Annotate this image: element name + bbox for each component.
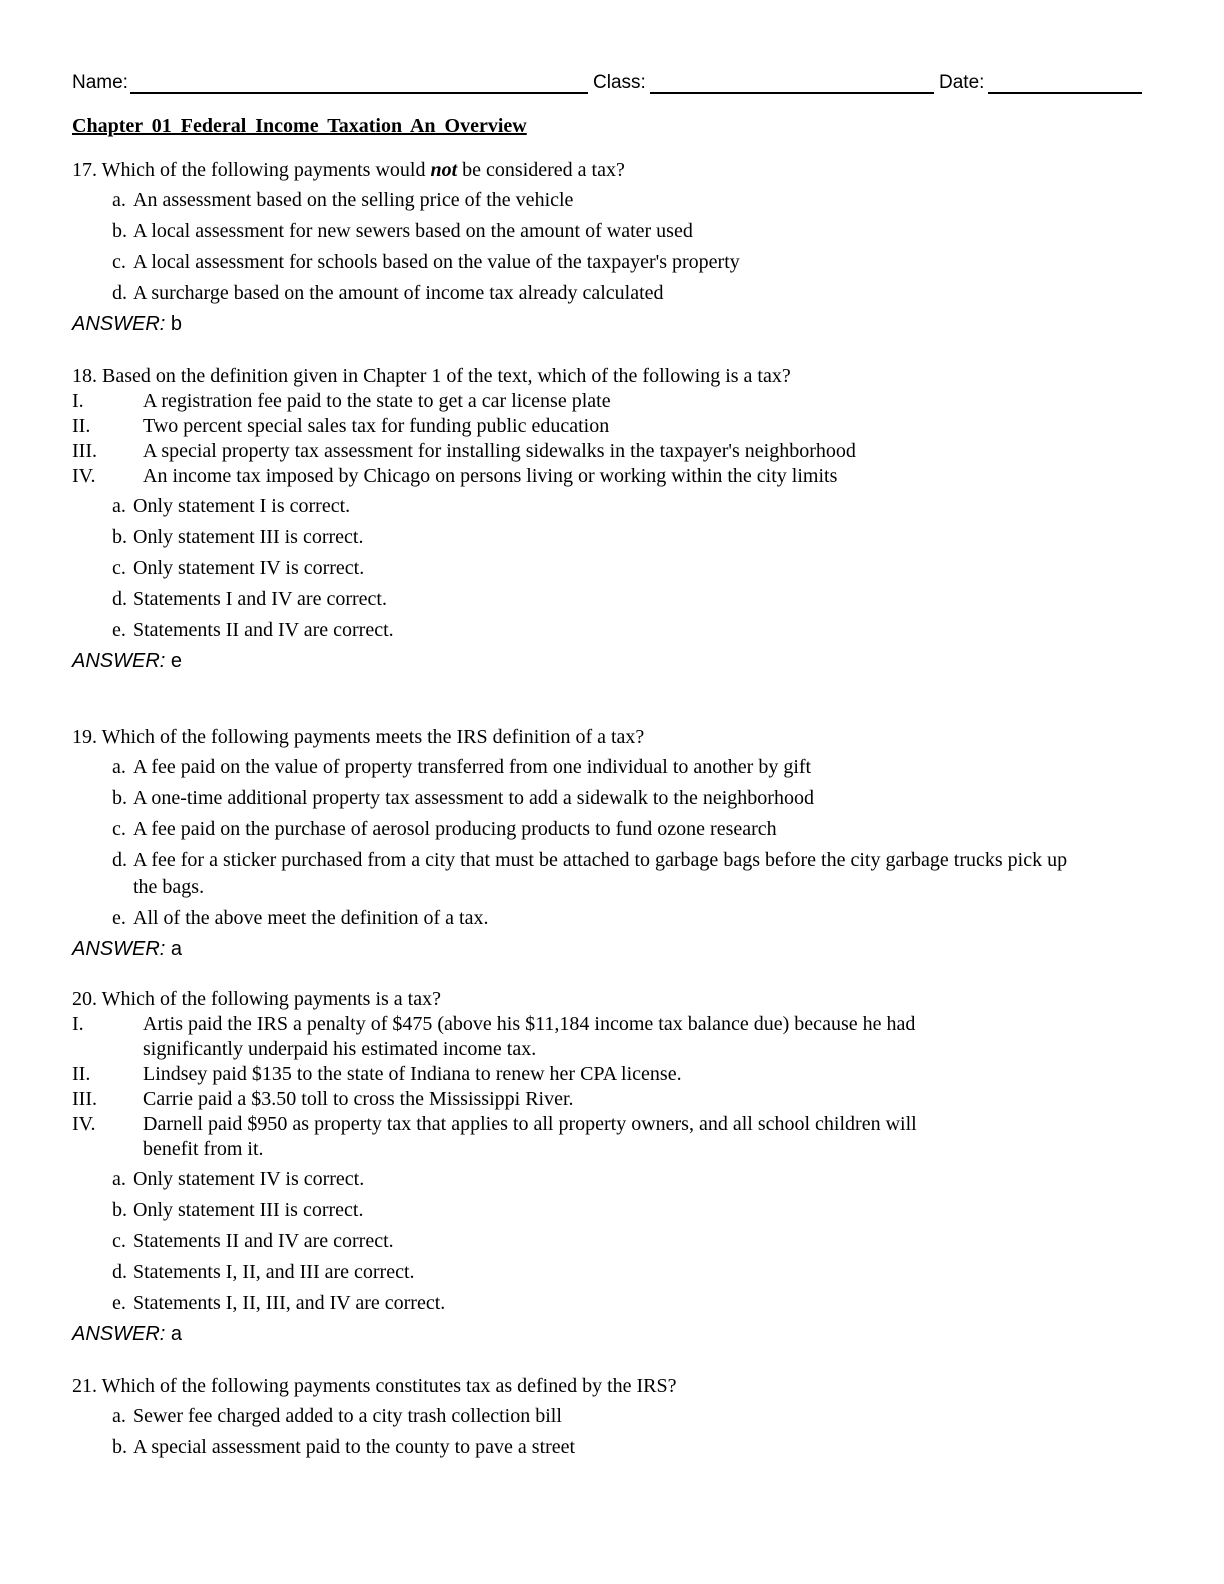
statement-text: Two percent special sales tax for funding public education (143, 415, 610, 437)
option (72, 249, 1152, 276)
statement-number: IV. (72, 465, 96, 487)
option-letter: e. (112, 619, 126, 641)
stem-emphasis: not (430, 159, 458, 181)
option-text: Statements I and IV are correct. (133, 588, 387, 610)
option (72, 617, 1152, 644)
option (72, 555, 1152, 582)
option-letter: d. (112, 282, 127, 304)
answer-options (72, 1403, 1152, 1461)
option (72, 493, 1152, 520)
option (72, 1434, 1152, 1461)
option (72, 1228, 1152, 1255)
name-label: Name: (72, 72, 128, 93)
option-letter: a. (112, 495, 126, 517)
option-text: A surcharge based on the amount of income tax already calculated (133, 282, 664, 304)
option-letter: a. (112, 1168, 126, 1190)
answer-value: a (170, 938, 183, 960)
option-text: Only statement I is correct. (133, 495, 351, 517)
option-text: A local assessment for schools based on the value of the taxpayer's property (133, 251, 740, 273)
option (72, 524, 1152, 551)
option (72, 280, 1152, 307)
answer-key (72, 936, 1152, 962)
option (72, 187, 1152, 214)
option-text: Only statement III is correct. (133, 526, 364, 548)
worksheet-header (72, 70, 1144, 96)
option-letter: a. (112, 1405, 126, 1427)
option (72, 816, 1152, 843)
option-text: A fee for a sticker purchased from a city that must be attached to garbage bags before the city garbage trucks pick up the bags. (133, 849, 1068, 898)
option-text: Only statement III is correct. (133, 1199, 364, 1221)
option-text: A local assessment for new sewers based on the amount of water used (133, 220, 693, 242)
option-letter: b. (112, 526, 127, 548)
statement-text: An income tax imposed by Chicago on persons living or working within the city limits (143, 465, 838, 487)
stem-text: 17. Which of the following payments would (72, 159, 431, 181)
question-stem: 20. Which of the following payments is a tax? (72, 988, 441, 1010)
option (72, 586, 1152, 613)
question-stem: 18. Based on the definition given in Chapter 1 of the text, which of the following is a tax? (72, 365, 791, 387)
answer-value: b (170, 313, 183, 335)
option (72, 1403, 1152, 1430)
class-label: Class: (593, 72, 646, 93)
option-text: Statements I, II, and III are correct. (133, 1261, 415, 1283)
option-letter: c. (112, 251, 126, 273)
option-text: Statements I, II, III, and IV are correct. (133, 1292, 446, 1314)
statement-text: Carrie paid a $3.50 toll to cross the Mississippi River. (143, 1088, 574, 1110)
option-letter: e. (112, 907, 126, 929)
answer-label: ANSWER: (72, 650, 166, 672)
statement (72, 464, 1043, 489)
class-blank-line (650, 92, 934, 94)
statement (72, 1012, 923, 1062)
stem-text: be considered a tax? (457, 159, 625, 181)
statement (72, 1112, 943, 1162)
statement-number: III. (72, 440, 97, 462)
option (72, 847, 1093, 901)
option-text: A fee paid on the value of property transferred from one individual to another by gift (133, 756, 812, 778)
answer-key (72, 1321, 1152, 1347)
option-text: Statements II and IV are correct. (133, 619, 394, 641)
chapter-title: Chapter 01 Federal Income Taxation An Overview (72, 115, 527, 137)
statement-number: I. (72, 390, 84, 412)
option-text: A special assessment paid to the county to pave a street (133, 1436, 576, 1458)
option-text: All of the above meet the definition of a tax. (133, 907, 489, 929)
option-text: An assessment based on the selling price of the vehicle (133, 189, 574, 211)
question-18 (72, 364, 1152, 674)
option-letter: b. (112, 1199, 127, 1221)
statement-text: Lindsey paid $135 to the state of Indiana to renew her CPA license. (143, 1063, 682, 1085)
option-letter: e. (112, 1292, 126, 1314)
question-20 (72, 987, 1152, 1347)
option-letter: a. (112, 756, 126, 778)
date-label: Date: (939, 72, 985, 93)
statement (72, 389, 863, 414)
option-text: Sewer fee charged added to a city trash collection bill (133, 1405, 562, 1427)
answer-value: a (170, 1323, 183, 1345)
option-letter: b. (112, 787, 127, 809)
option-letter: d. (112, 849, 127, 871)
answer-label: ANSWER: (72, 313, 166, 335)
statement (72, 1087, 923, 1112)
option (72, 754, 1152, 781)
question-21 (72, 1374, 1152, 1465)
option-letter: d. (112, 1261, 127, 1283)
statement-number: III. (72, 1088, 97, 1110)
option-letter: b. (112, 1436, 127, 1458)
statement-number: IV. (72, 1113, 96, 1135)
option-letter: c. (112, 557, 126, 579)
statement-text: A registration fee paid to the state to get a car license plate (143, 390, 611, 412)
option (72, 218, 1152, 245)
answer-key (72, 311, 1152, 337)
option-text: A one-time additional property tax assessment to add a sidewalk to the neighborhood (133, 787, 814, 809)
answer-options (72, 187, 1152, 307)
option (72, 1259, 1152, 1286)
option-text: A fee paid on the purchase of aerosol producing products to fund ozone research (133, 818, 777, 840)
statement (72, 414, 863, 439)
option-letter: c. (112, 1230, 126, 1252)
name-blank-line (130, 92, 588, 94)
option-letter: d. (112, 588, 127, 610)
answer-options (72, 493, 1152, 644)
statement-number: II. (72, 415, 91, 437)
option (72, 1290, 1152, 1317)
option-letter: b. (112, 220, 127, 242)
question-17 (72, 158, 1152, 337)
question-stem (72, 158, 1152, 183)
question-19 (72, 725, 1152, 962)
statement-text: A special property tax assessment for installing sidewalks in the taxpayer's neighborhood (143, 440, 856, 462)
statement-number: I. (72, 1013, 84, 1035)
statement-text: Artis paid the IRS a penalty of $475 (above his $11,184 income tax balance due) because he had significantly underpaid his estimated income tax. (143, 1013, 916, 1060)
option (72, 1197, 1152, 1224)
statement-text: Darnell paid $950 as property tax that applies to all property owners, and all school children will benefit from it. (143, 1113, 917, 1160)
statement (72, 1062, 923, 1087)
option-text: Only statement IV is correct. (133, 1168, 365, 1190)
answer-value: e (170, 650, 183, 672)
option (72, 785, 1152, 812)
answer-label: ANSWER: (72, 938, 166, 960)
statement (72, 439, 863, 464)
question-stem: 21. Which of the following payments constitutes tax as defined by the IRS? (72, 1375, 677, 1397)
answer-options (72, 1166, 1152, 1317)
option-letter: a. (112, 189, 126, 211)
statement-number: II. (72, 1063, 91, 1085)
option-text: Only statement IV is correct. (133, 557, 365, 579)
option-letter: c. (112, 818, 126, 840)
answer-label: ANSWER: (72, 1323, 166, 1345)
option (72, 905, 1152, 932)
date-blank-line (988, 92, 1142, 94)
option (72, 1166, 1152, 1193)
answer-options (72, 754, 1152, 932)
answer-key (72, 648, 1152, 674)
question-stem: 19. Which of the following payments meets the IRS definition of a tax? (72, 726, 645, 748)
option-text: Statements II and IV are correct. (133, 1230, 394, 1252)
